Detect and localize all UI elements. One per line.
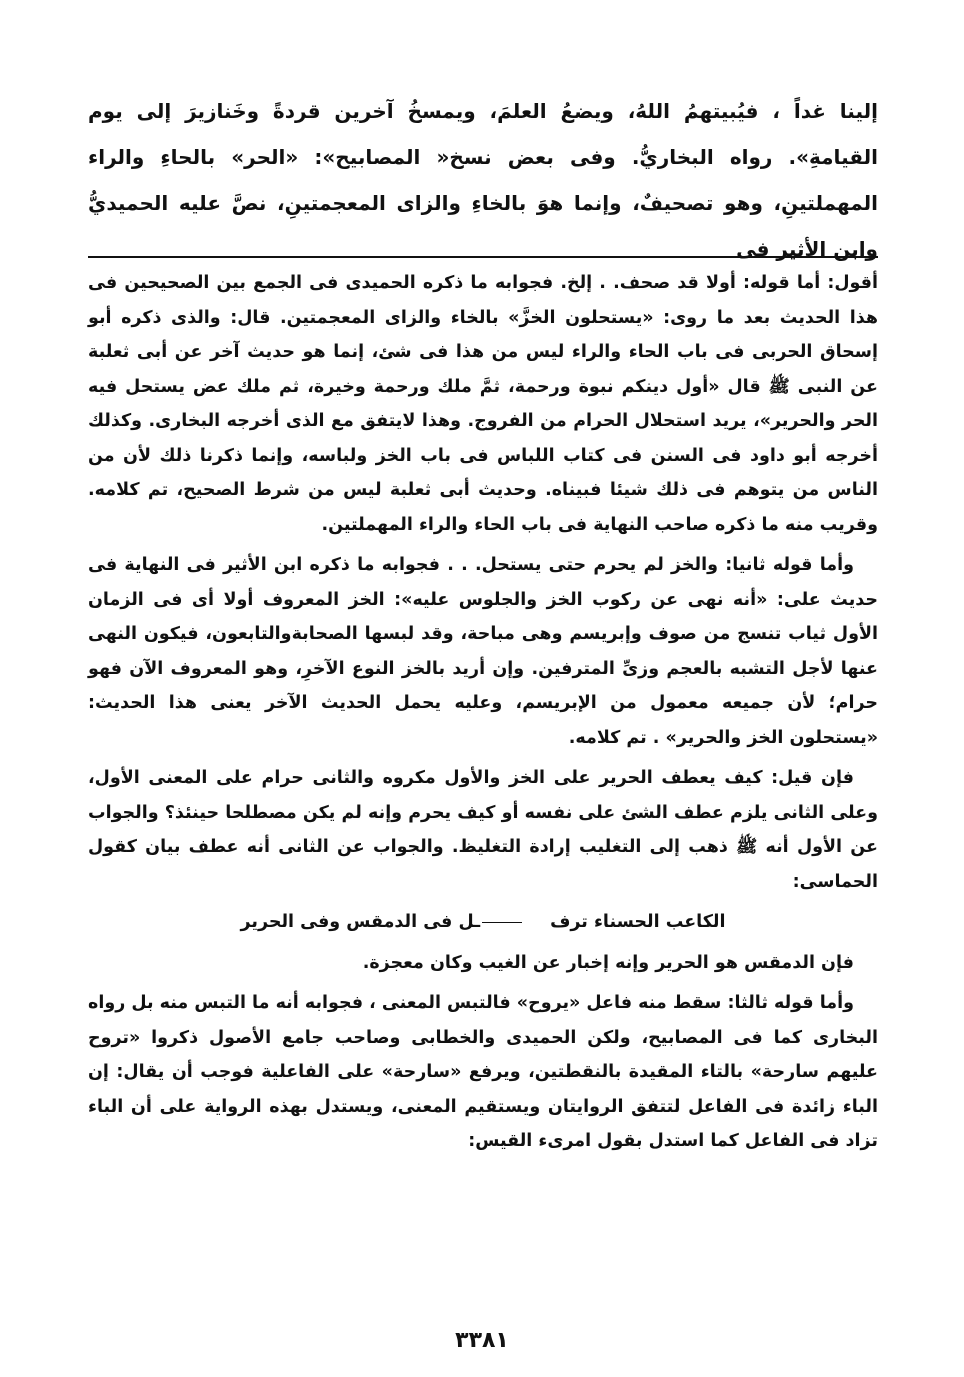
footnote-paragraph-2: وأما قوله ثانيا: والخز لم يحرم حتى يستحل. . . فجوابه ما ذكره ابن الأثير فى النهاية فى حديث على: «أنه نهى عن ركوب الخز والجلوس عليه»: الخز المعروف أولا أى فى الزمان الأول ثياب تنسج من صوف وإبريسم وهى مباحة، وقد لبسها الصحابةوالتابعون، فيكون النهى عنها لأجل التشبه بالعجم وزىِّ المترفين. وإن أريد بالخز النوع الآخرِ، وهو المعروف الآن فهو حرام؛ لأن جميعه معمول من الإبريسم، وعليه يحمل الحديث الآخر يعنى هذا الحديث: «يستحلون الخز والحرير» . تم كلامه. [88,555,878,748]
main-text [88,88,878,272]
poetry-verse [88,905,878,940]
verse-second-hemistich-wrap [241,905,525,940]
page-number: ٣٣٨١ [455,1328,509,1353]
footnote-paragraph-1: أقول: أما قوله: أولا قد صحف. . إلخ. فجوابه ما ذكره الحميدى فى الجمع بين الصحيحين فى هذا الحديث بعد ما روى: «يستحلون الخزَّ» بالخاء والزاى المعجمتين. قال: والذى ذكره أبو إسحاق الحربى فى باب الحاء والراء ليس من هذا فى شئ، إنما هو حديث آخر عن أبى ثعلبة عن النبى ﷺ قال «أول دينكم نبوة ورحمة، ثمَّ ملك ورحمة وخيرة، ثم ملك عض يستحل فيه الحر والحرير»، يريد استحلال الحرام من الفروج. وهذا لايتفق مع الذى أخرجه البخارى. وكذلك أخرجه أبو داود فى السنن فى كتاب اللباس فى باب الخز ولباسه، وإنما ذكرنا ذلك لأن من الناس من يتوهم فى ذلك شيئا فبيناه. وحديث أبى ثعلبة ليس من شرط الصحيح، تم كلامه. وقريب منه ما ذكره صاحب النهاية فى باب الحاء والراء المهملتين. [88,273,878,535]
footnote-divider [88,256,878,258]
verse-first-hemistich: الكاعب الحسناء ترف [550,912,726,932]
verse-continuation-rule [482,922,522,923]
footnote-after-verse: فإن الدمقس هو الحرير وإنه إخبار عن الغيب وكان معجزة. [362,952,854,973]
footnote-paragraph-3: فإن قيل: كيف يعطف الحرير على الخز والأول مكروه والثانى حرام على المعنى الأول، وعلى الثانى يلزم عطف الشئ على نفسه أو كيف يحرم وإنه لم يكن مصطلحا حينئذ؟ والجواب عن الأول أنه ﷺ ذهب إلى التغليب إرادة التغليظ. والجواب عن الثانى أنه عطف بيان كقول الحماسى: [88,768,878,892]
footnote-commentary [88,266,878,1165]
footnote-paragraph-4: وأما قوله ثالثا: سقط منه فاعل «يروح» فالتبس المعنى ، فجوابه أنه ما التبس منه بل رواه البخارى كما فى المصابيح، ولكن الحميدى والخطابى وصاحب جامع الأصول ذكروا «تروح عليهم سارحة» بالتاء المقيدة بالنقطتين، ويرفع «سارحة» على الفاعلية فوجب أن يقال: إن الباء زائدة فى الفاعل لتتفق الروايتان ويستقيم المعنى، ويستدل بهذه الرواية على أن الباء تزاد فى الفاعل كما استدل بقول امرىء القيس: [88,993,878,1151]
main-paragraph: إلينا غداً ، فيُبيتهمُ اللهُ، ويضعُ العلمَ، ويمسخُ آخرين قردةً وخَنازيرَ إلى يوم القيامةِ». رواه البخاريُّ. وفى بعض نسخ« المصابيح»: «الحر» بالحاءِ والراء المهملتينِ، وهو تصحيفٌ، وإنما هوَ بالخاءِ والزاى المعجمتينِ، نصَّ عليه الحميديُّ وابن الأثير فى [88,99,878,261]
verse-second-hemistich: ـل فى الدمقس وفى الحرير [240,912,481,932]
